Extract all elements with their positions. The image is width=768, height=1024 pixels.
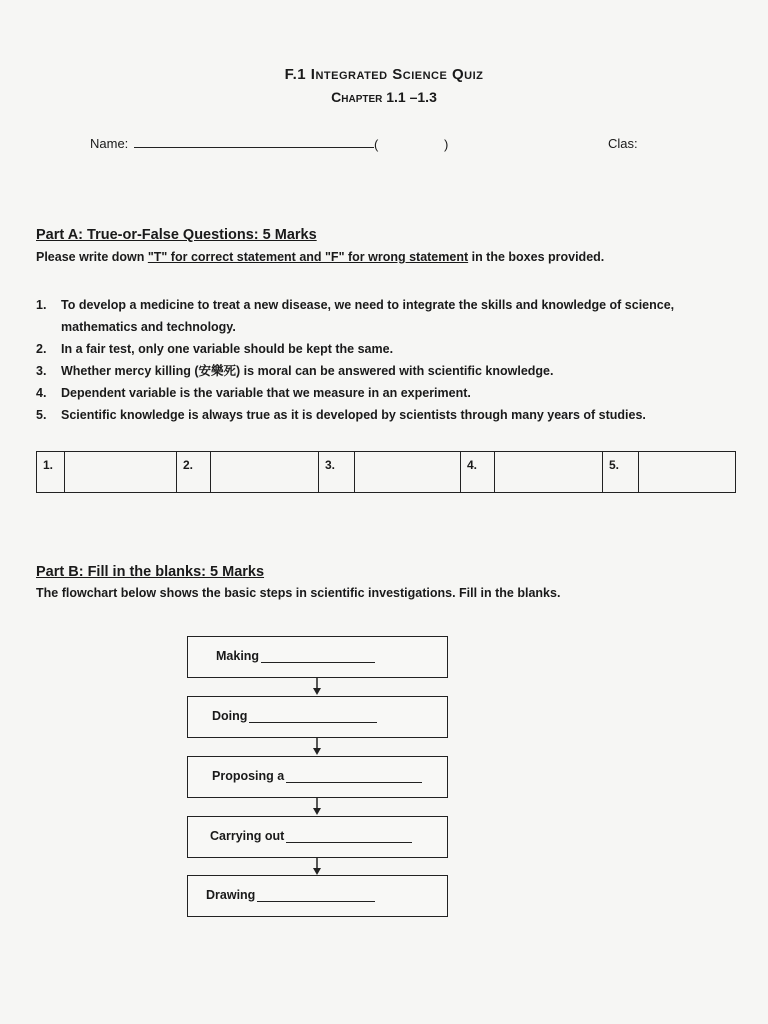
part-a-instruction-prefix: Please write down	[36, 250, 148, 264]
question-number: 1.	[36, 298, 47, 312]
answer-label: 5.	[609, 458, 620, 472]
flowchart-step-box	[187, 756, 448, 798]
true-false-question-list	[36, 294, 736, 426]
quiz-subtitle: Chapter 1.1 –1.3	[331, 89, 437, 105]
flowchart-step-box	[187, 816, 448, 858]
down-arrow-icon	[311, 678, 323, 696]
question-number: 5.	[36, 408, 47, 422]
flowchart-step	[216, 649, 375, 663]
question-item	[36, 338, 736, 360]
answer-box[interactable]	[639, 452, 734, 492]
answer-label: 4.	[467, 458, 478, 472]
fill-in-blank[interactable]	[286, 830, 412, 843]
question-text: Whether mercy killing (安樂死) is moral can be answered with scientific knowledge.	[61, 364, 554, 378]
answer-box[interactable]	[495, 452, 603, 492]
flowchart-step-text: Doing	[212, 709, 248, 723]
quiz-title: F.1 Integrated Science Quiz	[284, 66, 484, 83]
flowchart-step-text: Making	[216, 649, 260, 663]
fill-in-blank[interactable]	[261, 650, 375, 663]
flowchart-step-box	[187, 636, 448, 678]
part-b-heading: Part B: Fill in the blanks: 5 Marks	[36, 564, 265, 580]
answer-box[interactable]	[65, 452, 177, 492]
part-a-instruction-underlined: "T" for correct statement and "F" for wrong statement	[147, 250, 469, 264]
flowchart-step-box	[187, 696, 448, 738]
fill-in-blank[interactable]	[286, 770, 422, 783]
answer-label-cell	[177, 452, 211, 492]
question-text: To develop a medicine to treat a new disease, we need to integrate the skills and knowledge of science, mathematics and technology.	[61, 298, 675, 334]
fill-in-blank[interactable]	[249, 710, 377, 723]
answer-label-cell	[319, 452, 355, 492]
true-false-answer-table	[36, 451, 736, 493]
question-item	[36, 382, 736, 404]
question-text: Dependent variable is the variable that we measure in an experiment.	[61, 386, 471, 400]
flowchart-step	[210, 829, 412, 843]
question-text: Scientific knowledge is always true as it is developed by scientists through many years of studies.	[61, 408, 646, 422]
part-a-instruction-suffix: in the boxes provided.	[468, 250, 605, 264]
answer-label-cell	[461, 452, 495, 492]
down-arrow-icon	[311, 858, 323, 876]
part-a-instruction	[36, 250, 604, 264]
question-item	[36, 294, 736, 338]
flowchart-step	[212, 769, 422, 783]
question-number: 2.	[36, 342, 47, 356]
name-field[interactable]	[134, 147, 374, 148]
class-number-close-paren: )	[444, 137, 449, 152]
class-number-open-paren: (	[374, 137, 379, 152]
flowchart-step-text: Carrying out	[210, 829, 285, 843]
question-item	[36, 360, 736, 382]
down-arrow-icon	[311, 738, 323, 756]
part-b-instruction: The flowchart below shows the basic steps in scientific investigations. Fill in the blanks.	[36, 586, 561, 600]
flowchart-step-box	[187, 875, 448, 917]
flowchart-step-text: Proposing a	[212, 769, 285, 783]
question-number: 4.	[36, 386, 47, 400]
flowchart-step	[206, 888, 375, 902]
answer-label-cell	[37, 452, 65, 492]
flowchart-step	[212, 709, 377, 723]
flowchart-step-text: Drawing	[206, 888, 256, 902]
down-arrow-icon	[311, 798, 323, 816]
class-label: Clas:	[608, 136, 638, 151]
answer-label: 1.	[43, 458, 54, 472]
fill-in-blank[interactable]	[257, 889, 375, 902]
answer-label: 3.	[325, 458, 336, 472]
question-text: In a fair test, only one variable should be kept the same.	[61, 342, 394, 356]
question-item	[36, 404, 736, 426]
answer-box[interactable]	[211, 452, 319, 492]
answer-label-cell	[603, 452, 639, 492]
name-label: Name:	[90, 136, 129, 151]
question-number: 3.	[36, 364, 47, 378]
answer-box[interactable]	[355, 452, 461, 492]
answer-label: 2.	[183, 458, 194, 472]
part-a-heading: Part A: True-or-False Questions: 5 Marks	[36, 227, 317, 243]
